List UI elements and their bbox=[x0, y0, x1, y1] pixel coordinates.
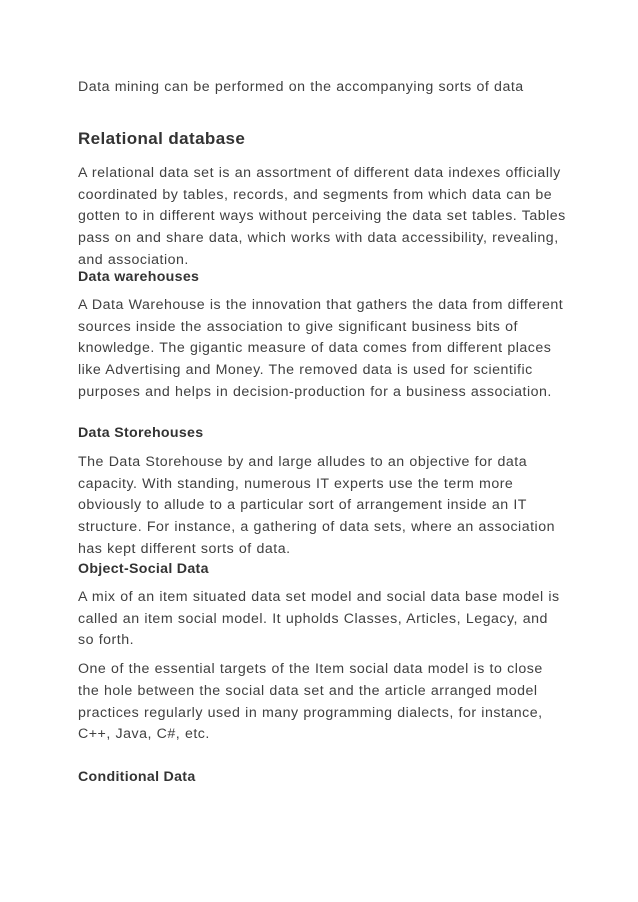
section-data-warehouses-body bbox=[78, 295, 568, 404]
heading-conditional-data: Conditional Data bbox=[78, 769, 196, 785]
paragraph: A Data Warehouse is the innovation that gathers the data from different sources inside the association to give significant business bits of knowledge. The gigantic measure of data comes from different places like Advertising and Money. The removed data is used for scientific purposes and helps in decision-production for a business association. bbox=[78, 297, 564, 400]
section-relational-database-body bbox=[78, 163, 568, 272]
heading-relational-database: Relational database bbox=[78, 129, 246, 148]
section-object-social-data-body bbox=[78, 587, 568, 746]
paragraph: The Data Storehouse by and large alludes to an objective for data capacity. With standing, numerous IT experts use the term more obviously to allude to a particular sort of arrangement inside an IT structure. For instance, a gathering of data sets, where an association has kept different sorts of data. bbox=[78, 454, 555, 557]
intro-paragraph: Data mining can be performed on the accompanying sorts of data bbox=[78, 79, 524, 95]
heading-data-warehouses: Data warehouses bbox=[78, 269, 200, 285]
section-data-storehouses-body bbox=[78, 452, 568, 561]
heading-data-storehouses: Data Storehouses bbox=[78, 425, 204, 441]
heading-object-social-data: Object-Social Data bbox=[78, 561, 209, 577]
paragraph: One of the essential targets of the Item social data model is to close the hole between the social data set and the article arranged model practices regularly used in many programming dialects, for instance, C++, Java, C#, etc. bbox=[78, 661, 543, 743]
paragraph: A mix of an item situated data set model and social data base model is called an item social model. It upholds Classes, Articles, Legacy, and so forth. bbox=[78, 589, 560, 649]
paragraph: A relational data set is an assortment of different data indexes officially coordinated by tables, records, and segments from which data can be gotten to in different ways without perceiving the data set tables. Tables pass on and share data, which works with data accessibility, revealing, and association. bbox=[78, 165, 566, 268]
